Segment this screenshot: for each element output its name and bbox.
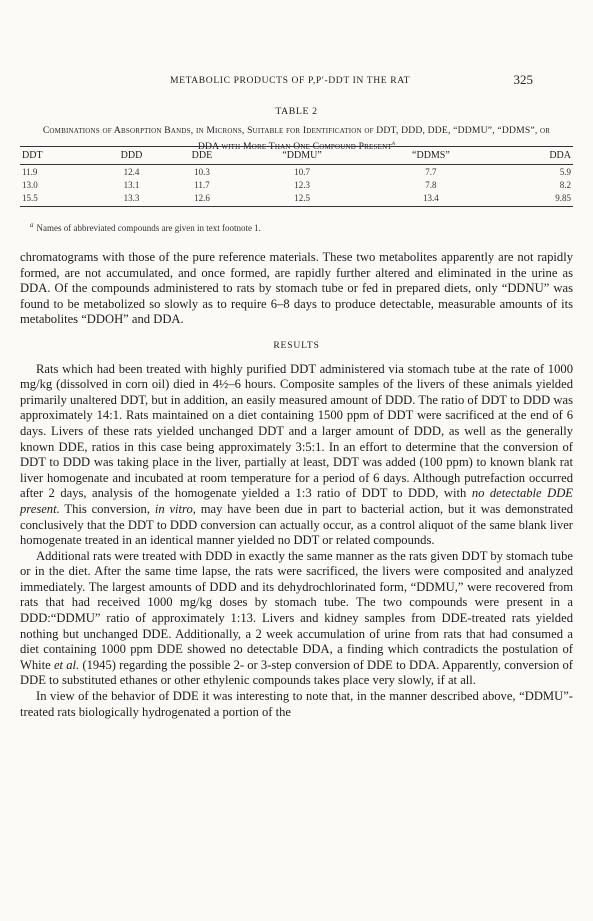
- footnote-text: Names of abbreviated compounds are given in text footnote 1.: [36, 223, 261, 233]
- page-number: 325: [513, 72, 533, 87]
- col-header-dda: DDA: [494, 147, 573, 165]
- paragraph-results-ddd: [20, 549, 573, 689]
- running-head: [60, 74, 533, 90]
- table-row: [20, 191, 573, 206]
- paragraph-text: Rats which had been treated with highly purified DDT administered via stomach tube at the rate of 1000 mg/kg (dissolved in corn oil) died in 4½–6 hours. Composite samples of the livers of these animals yielded primarily unaltered DDT, but in addition, an easily measured amount of DDD. The ratio of DDT to DDD was approximately 14:1. Rats maintained on a diet containing 1500 ppm of DDT were sacrificed at the end of 6 days. Livers of these rats yielded unchanged DDT and a larger amount of DDD, as well as the generally known DDE, ratios in this case being approximately 3:5:1. In an effort to determine that the conversion of DDT to DDD was taking place in the liver, partially at least, DDT was added (100 ppm) to known blank rat liver homogenate and incubated at room temperature for a period of 6 days. Although putrefaction occurred after 2 days, analysis of the homogenate yielded a 1:3 ratio of DDT to DDD, with: [20, 361, 573, 501]
- table-cell: 13.1: [123, 179, 140, 190]
- table-cell: 11.7: [194, 179, 210, 190]
- paragraph-text: Additional rats were treated with DDD in exactly the same manner as the rats given DDT by stomach tube or in the diet. After the same time lapse, the rats were sacrificed, the livers were composited and analyzed immediately. The largest amounts of DDD and its dehydrochlorinated form, “DDMU,” were recovered from rats that had received 1000 mg/kg doses by stomach tube. The two compounds were present in a DDD:“DDMU” ratio of approximately 1:13. Livers and kidney samples from DDE-treated rats yielded nothing but unchanged DDE. Additionally, a 2 week accumulation of urine from rats that had consumed a diet containing 1000 ppm DDE showed no detectable DDA, a finding which contradicts the postulation of White: [20, 548, 573, 672]
- table-cell: 11.9: [22, 166, 38, 177]
- table-cell: 13.0: [22, 179, 38, 190]
- table-cell: 13.4: [368, 191, 494, 206]
- body-text: [20, 250, 573, 720]
- footnote-marker: a: [30, 221, 34, 229]
- paragraph-text: (1945) regarding the possible 2- or 3-step conversion of DDE to DDA. Apparently, conversion of DDE to substituted ethanes or other ethylenic compounds takes place very slowly, if at all.: [20, 657, 574, 688]
- table-row: [20, 178, 573, 191]
- section-heading-results: RESULTS: [273, 339, 320, 351]
- table-cell: 12.3: [294, 179, 310, 190]
- table-cell: 8.2: [559, 179, 571, 190]
- table-cell: 10.3: [194, 166, 210, 177]
- table-cell: 5.9: [559, 166, 571, 177]
- col-header-ddmu: “DDMU”: [236, 147, 368, 165]
- col-header-dde: DDE: [168, 147, 237, 165]
- paragraph-results-dde: In view of the behavior of DDE it was interesting to note that, in the manner described above, “DDMU”-treated rats biologically hydrogenated a portion of the: [20, 689, 573, 719]
- table-cell: 12.6: [168, 191, 237, 206]
- paragraph-text: This conversion,: [64, 501, 150, 516]
- table-cell: 12.4: [123, 166, 140, 177]
- table-title-text: Combinations of Absorption Bands, in Microns, Suitable for Identification of DDT, DDD, DDE, “DDMU”, “DDMS”, or DDA with More Than One Compound Present: [42, 125, 551, 153]
- paragraph-results-ddt: [20, 362, 573, 549]
- paragraph-text: may have been due in part to bacterial action, but it was demonstrated conclusively that the DDT to DDD conversion can actually occur, as a control aliquot of the same blank liver homogenate treated in an identical manner yielded no DDT or related compounds.: [20, 501, 573, 548]
- paragraph-continuation: chromatograms with those of the pure reference materials. These two metabolites apparently are not rapidly formed, are not accumulated, and once formed, are rapidly further altered and eliminated in the urine as DDA. Of the compounds administered to rats by stomach tube or fed in prepared diets, only “DDNU” was found to be metabolized so slowly as to require 6–8 days to produce detectable, measurable amounts of its metabolites “DDOH” and DDA.: [20, 250, 573, 327]
- table-footnote: [30, 221, 261, 233]
- table-label: TABLE 2: [275, 106, 318, 117]
- absorption-bands-table: [20, 146, 573, 207]
- col-header-ddd: DDD: [95, 147, 167, 165]
- running-head-title: METABOLIC PRODUCTS OF P,P′-DDT IN THE RAT: [170, 75, 411, 86]
- col-header-ddms: “DDMS”: [368, 147, 494, 165]
- table-cell: 7.8: [425, 179, 437, 190]
- table-cell: 13.3: [95, 191, 167, 206]
- emphasis-no-dde: no detectable DDE present.: [20, 486, 573, 516]
- emphasis-et-al: et al.: [53, 657, 80, 672]
- table-cell: 7.7: [425, 166, 437, 177]
- emphasis-in-vitro: in vitro,: [154, 501, 196, 516]
- table-row: [20, 165, 573, 179]
- table-title-footnote-marker: a: [391, 139, 396, 147]
- table-cell: 10.7: [294, 166, 310, 177]
- table-cell: 12.5: [236, 191, 368, 206]
- table-header-row: [20, 147, 573, 165]
- col-header-ddt: DDT: [20, 147, 95, 165]
- table-cell: 9.85: [494, 191, 573, 206]
- table-cell: 15.5: [20, 191, 95, 206]
